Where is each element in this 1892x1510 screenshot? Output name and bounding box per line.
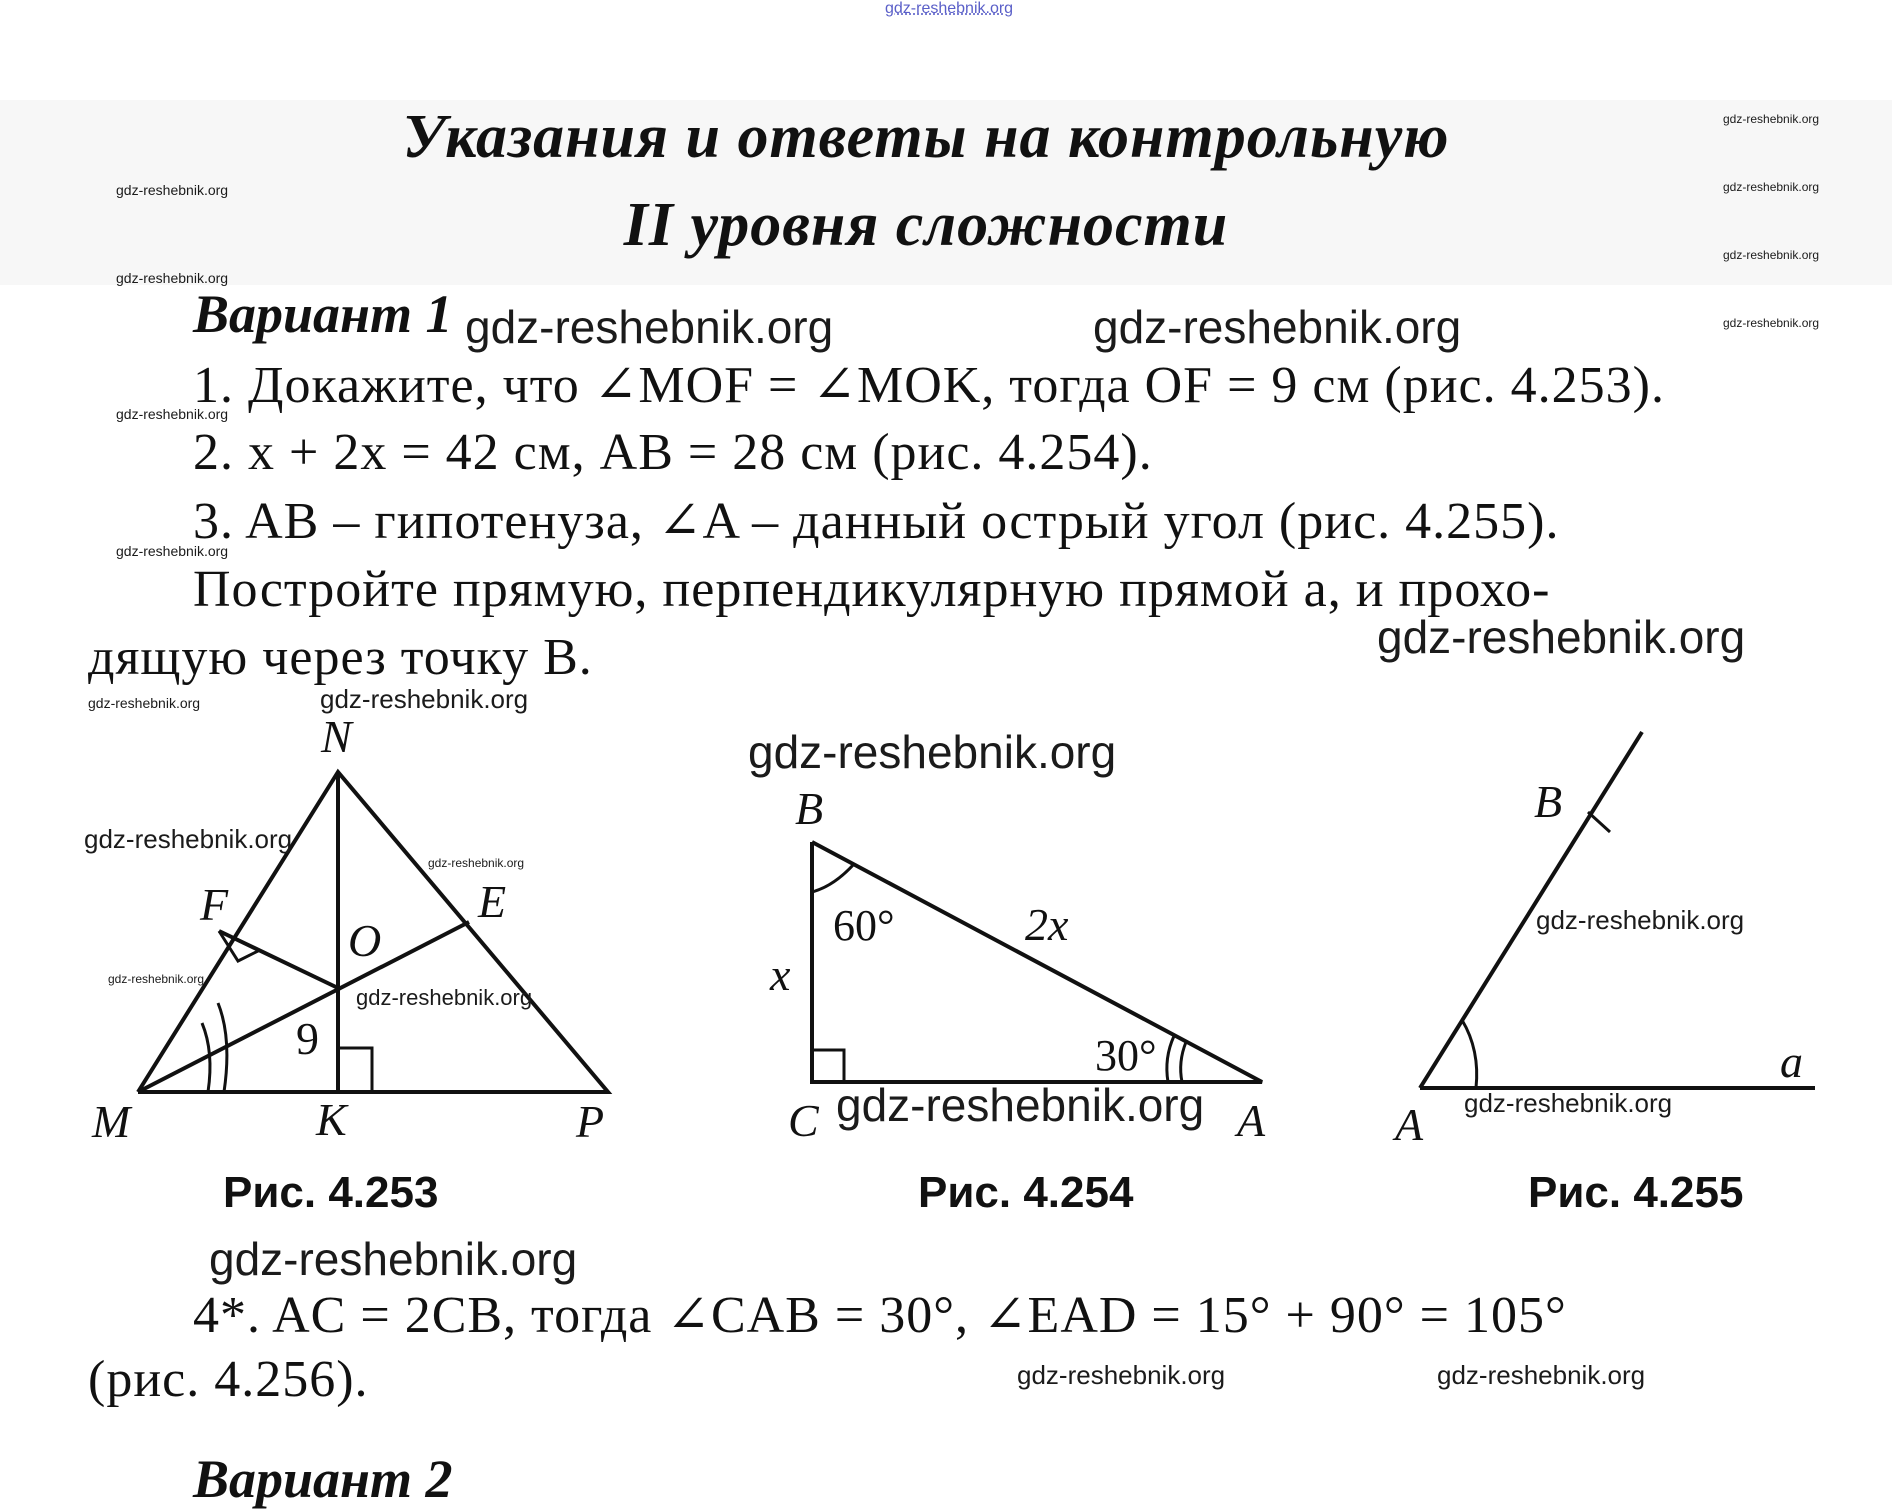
fig253-label-nine: 9: [296, 1013, 319, 1064]
answer-item-3-continuation: Постройте прямую, перпендикулярную прямой a, и прохо-: [193, 561, 1551, 618]
variant1-heading: Вариант 1: [193, 284, 453, 344]
page-title-line1: Указания и ответы на контрольную: [402, 103, 1450, 171]
angle-arc-a1: [1167, 1036, 1174, 1082]
top-watermark-link[interactable]: gdz-reshebnik.org: [885, 0, 1014, 17]
answer-item-3-continuation-2: дящую через точку B.: [88, 629, 593, 686]
triangle-abc: [812, 842, 1262, 1082]
fig253-label-o: O: [348, 915, 382, 966]
watermark: gdz-reshebnik.org: [1723, 180, 1820, 194]
fig255-caption: Рис. 4.255: [1528, 1168, 1744, 1217]
watermark: gdz-reshebnik.org: [320, 684, 529, 714]
watermark: gdz-reshebnik.org: [116, 270, 229, 286]
angle-arc-a: [1462, 1020, 1477, 1088]
answer-item-1: 1. Докажите, что ∠MOF = ∠MOK, тогда OF = 9 см (рис. 4.253).: [193, 357, 1665, 414]
fig254-label-b: B: [795, 783, 824, 834]
watermark: gdz-reshebnik.org: [1536, 905, 1745, 935]
fig253-label-k: K: [316, 1094, 347, 1145]
watermark: gdz-reshebnik.org: [88, 695, 201, 711]
fig255-label-b: B: [1534, 776, 1563, 827]
fig254-label-a: A: [1237, 1095, 1266, 1146]
fig253-label-e: E: [478, 876, 507, 927]
answer-item-4-continuation: (рис. 4.256).: [88, 1351, 369, 1408]
right-angle-mark-k: [338, 1048, 372, 1092]
watermark: gdz-reshebnik.org: [209, 1233, 578, 1285]
page-title-line2: II уровня сложности: [623, 191, 1229, 259]
watermark: gdz-reshebnik.org: [748, 726, 1117, 778]
fig254-label-30: 30°: [1095, 1031, 1157, 1080]
variant2-heading: Вариант 2: [193, 1449, 453, 1509]
watermark: gdz-reshebnik.org: [356, 985, 533, 1010]
fig253-label-n: N: [321, 711, 352, 762]
watermark: gdz-reshebnik.org: [836, 1079, 1205, 1131]
watermark: gdz-reshebnik.org: [116, 543, 229, 559]
answer-item-2: 2. x + 2x = 42 см, AB = 28 см (рис. 4.254).: [193, 424, 1153, 481]
fig253-caption: Рис. 4.253: [223, 1168, 439, 1217]
watermark: gdz-reshebnik.org: [1723, 316, 1820, 330]
point-b-tick: [1588, 812, 1610, 832]
watermark: gdz-reshebnik.org: [1723, 112, 1820, 126]
watermark: gdz-reshebnik.org: [84, 824, 293, 854]
fig253-label-p: P: [576, 1096, 605, 1147]
fig254-label-60: 60°: [833, 901, 895, 950]
angle-arc-b: [812, 864, 854, 892]
answer-item-3: 3. AB – гипотенуза, ∠A – данный острый угол (рис. 4.255).: [193, 493, 1560, 550]
answer-item-4: 4*. AC = 2CB, тогда ∠CAB = 30°, ∠EAD = 15° + 90° = 105°: [193, 1287, 1567, 1344]
watermark: gdz-reshebnik.org: [428, 856, 525, 870]
watermark: gdz-reshebnik.org: [1093, 301, 1462, 353]
figure-4-254: [790, 830, 1290, 1120]
fig254-label-2x: 2x: [1025, 899, 1069, 950]
watermark: gdz-reshebnik.org: [1464, 1088, 1673, 1118]
watermark: gdz-reshebnik.org: [116, 406, 229, 422]
watermark: gdz-reshebnik.org: [465, 301, 834, 353]
fig255-label-a-point: A: [1395, 1099, 1424, 1150]
fig254-label-c: C: [788, 1095, 819, 1146]
watermark: gdz-reshebnik.org: [108, 972, 205, 986]
watermark: gdz-reshebnik.org: [1377, 611, 1746, 663]
watermark: gdz-reshebnik.org: [116, 182, 229, 198]
angle-arc-a2: [1181, 1042, 1186, 1082]
watermark: gdz-reshebnik.org: [1017, 1360, 1226, 1390]
fig253-label-f: F: [200, 879, 229, 930]
watermark: gdz-reshebnik.org: [1723, 248, 1820, 262]
fig255-label-a-line: a: [1780, 1036, 1803, 1087]
fig254-caption: Рис. 4.254: [918, 1168, 1134, 1217]
watermark: gdz-reshebnik.org: [1437, 1360, 1646, 1390]
fig253-label-m: M: [92, 1096, 131, 1147]
fig254-label-x: x: [770, 949, 791, 1000]
